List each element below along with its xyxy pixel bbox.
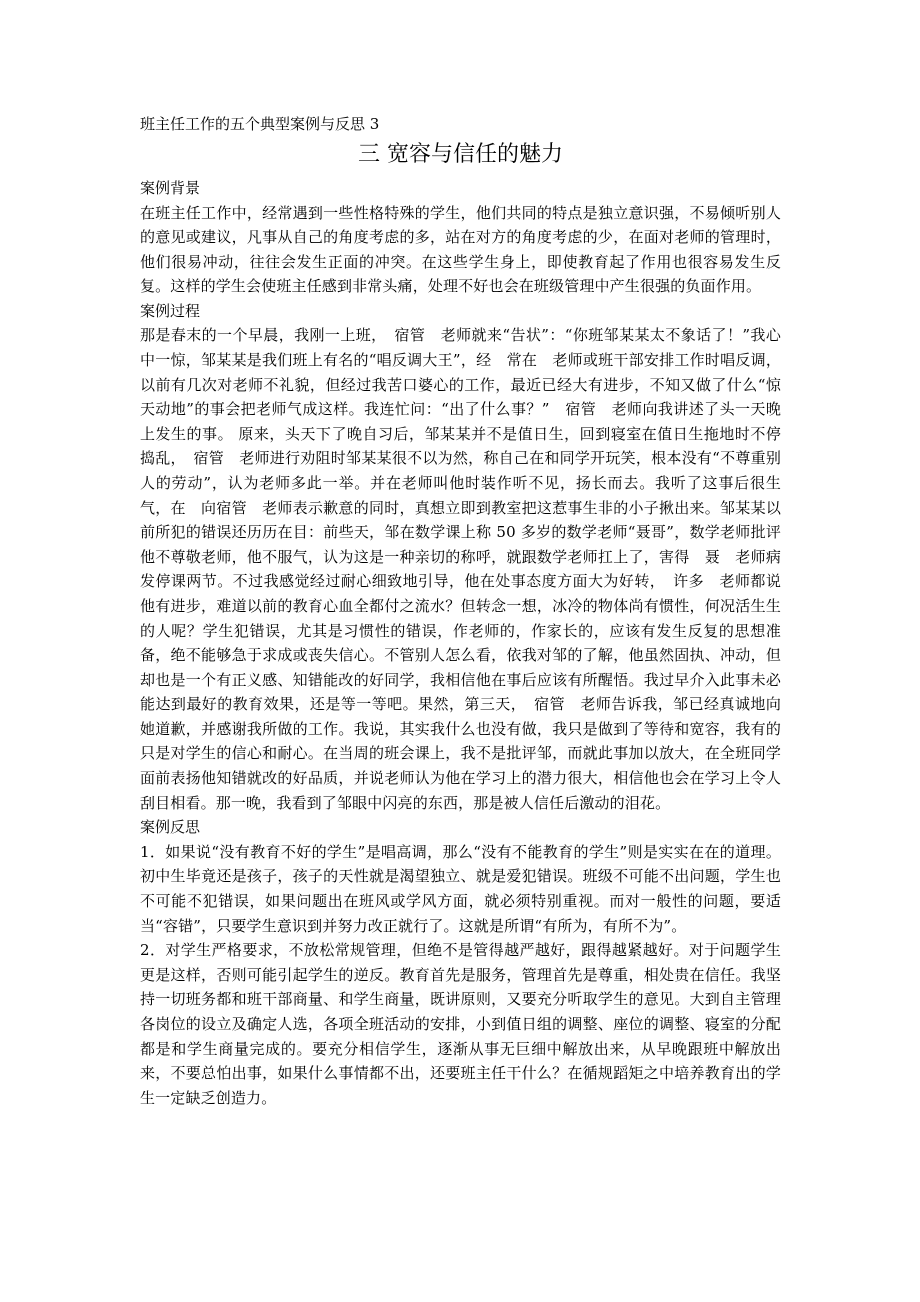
document-title: 班主任工作的五个典型案例与反思 3 [140, 115, 380, 133]
reflection-heading: 案例反思 [140, 818, 201, 837]
reflection-point-2: 2．对学生严格要求，不放松常规管理，但绝不是管得越严越好，跟得越紧越好。对于问题学生更是这样，否则可能引起学生的逆反。教育首先是服务，管理首先是尊重，相处贵在信任。我坚持一切班务都和班干部商量、和学生商量，既讲原则，又要充分听取学生的意见。大到自主管理各岗位的设立及确定人选，各项全班活动的安排，小到值日组的调整、座位的调整、寝室的分配都是和学生商量完成的。要充分相信学生，逐渐从事无巨细中解放出来，从早晚跟班中解放出来，不要总怕出事，如果什么事情都不出，还要班主任干什么？在循规蹈矩之中培养教育出的学生一定缺乏创造力。 [140, 941, 781, 1107]
reflection-point-1: 1．如果说“没有教育不好的学生”是唱高调，那么“没有不能教育的学生”则是实实在在的道理。初中生毕竟还是孩子，孩子的天性就是渴望独立、就是爱犯错误。班级不可能不出问题，学生也不可能不犯错误，如果问题出在班风或学风方面，就必须特别重视。而对一般性的问题，要适当“容错”，只要学生意识到并努力改正就行了。这就是所谓“有所为，有所不为”。 [140, 842, 781, 935]
background-paragraph: 在班主任工作中，经常遇到一些性格特殊的学生，他们共同的特点是独立意识强，不易倾听别人的意见或建议，凡事从自己的角度考虑的多，站在对方的角度考虑的少，在面对老师的管理时，他们很易冲动，往往会发生正面的冲突。在这些学生身上，即使教育起了作用也很容易发生反复。这样的学生会使班主任感到非常头痛，处理不好也会在班级管理中产生很强的负面作用。 [140, 203, 781, 296]
process-paragraph: 那是春末的一个早晨，我刚一上班， 宿管 老师就来“告状”：“你班邹某某太不象话了！”我心中一惊，邹某某是我们班上有名的“唱反调大王”，经 常在 老师或班干部安排工作时唱反调，以前有几次对老师不礼貌，但经过我苦口婆心的工作，最近已经大有进步，不知又做了什么“惊天动地”的事会把老师气成这样。我连忙问：“出了什么事？” 宿管 老师向我讲述了头一天晚上发生的事。 原来，头天下了晚自习后，邹某某并不是值日生，回到寝室在值日生拖地时不停捣乱， 宿管 老师进行劝阻时邹某某很不以为然，称自己在和同学开玩笑，根本没有“不尊重别人的劳动”，认为老师多此一举。并在老师叫他时装作听不见，扬长而去。我听了这事后很生气，在 向宿管 老师表示歉意的同时，真想立即到教室把这惹事生非的小子揪出来。邹某某以前所犯的错误还历历在目：前些天，邹在数学课上称 50 多岁的数学老师“聂哥”，数学老师批评他不尊敬老师，他不服气，认为这是一种亲切的称呼，就跟数学老师扛上了，害得 聂 老师病发停课两节。不过我感觉经过耐心细致地引导，他在处事态度方面大为好转， 许多 老师都说他有进步，难道以前的教育心血全都付之流水？但转念一想，冰冷的物体尚有惯性，何况活生生的人呢？学生犯错误，尤其是习惯性的错误，作老师的，作家长的，应该有发生反复的思想准备，绝不能够急于求成或丧失信心。不管别人怎么看，依我对邹的了解，他虽然固执、冲动，但却也是一个有正义感、知错能改的好同学，我相信他在事后应该有所醒悟。我过早介入此事未必能达到最好的教育效果，还是等一等吧。果然，第三天， 宿管 老师告诉我，邹已经真诚地向她道歉，并感谢我所做的工作。我说，其实我什么也没有做，我只是做到了等待和宽容，我有的只是对学生的信心和耐心。在当周的班会课上，我不是批评邹，而就此事加以放大，在全班同学面前表扬他知错就改的好品质，并说老师认为他在学习上的潜力很大，相信他也会在学习上令人刮目相看。那一晚，我看到了邹眼中闪亮的东西，那是被人信任后激动的泪花。 [140, 326, 781, 812]
document-page [140, 112, 781, 1110]
background-heading: 案例背景 [140, 179, 201, 197]
process-heading: 案例过程 [140, 301, 201, 320]
main-title: 三 宽容与信任的魅力 [358, 142, 563, 167]
